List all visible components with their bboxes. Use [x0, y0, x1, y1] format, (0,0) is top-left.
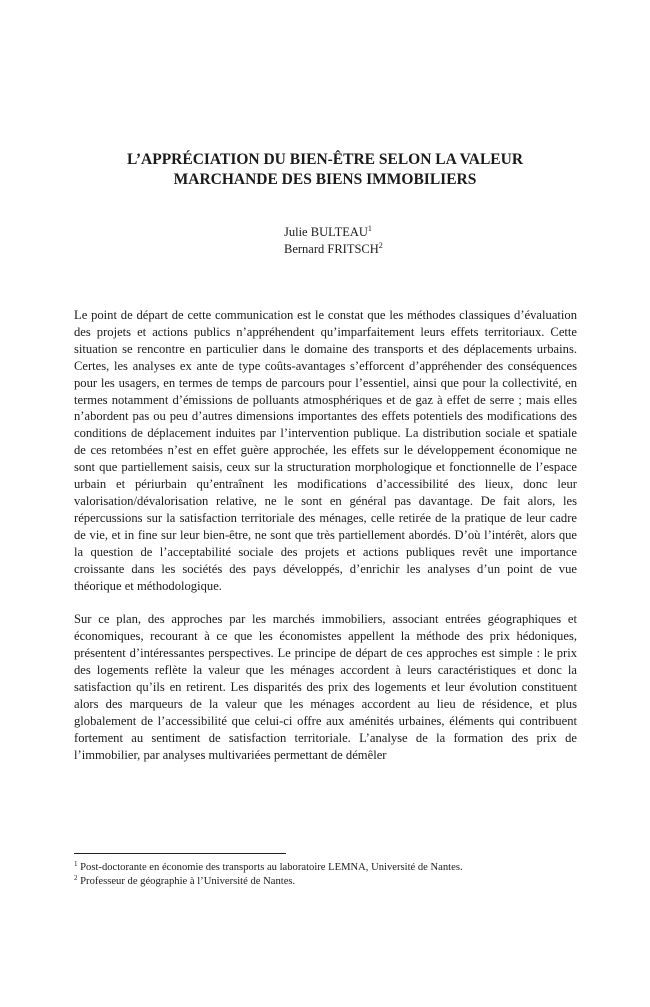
- body-text: [74, 307, 577, 781]
- author-name: Bernard FRITSCH: [284, 242, 379, 256]
- author-1: [284, 224, 383, 241]
- footnote-marker: 1: [74, 860, 78, 868]
- footnote-1: [74, 861, 577, 875]
- footnote-text: Post-doctorante en économie des transports au laboratoire LEMNA, Université de Nantes.: [80, 862, 463, 873]
- footnote-marker: 1: [367, 224, 372, 233]
- author-list: [284, 224, 383, 258]
- paragraph-2: Sur ce plan, des approches par les marchés immobiliers, associant entrées géographiques et économiques, recourant à ce que les économistes appellent la méthode des prix hédoniques, présentent d’intéressantes perspectives. Le principe de départ de ces approches est simple : le prix des logements reflète la valeur que les ménages accordent à leurs caractéristiques et donc la satisfaction qu’ils en retirent. Les disparités des prix des logements et leur évolution constituent alors des marqueurs de la valeur que les ménages accordent au lieu de résidence, et plus globalement de l’accessibilité que celui-ci offre aux aménités urbaines, éléments qui contribuent fortement au sentiment de satisfaction territoriale. L’analyse de la formation des prix de l’immobilier, par analyses multivariées permettant de démêler: [74, 612, 577, 762]
- paragraph-1: Le point de départ de cette communication est le constat que les méthodes classiques d’évaluation des projets et actions publics n’appréhendent qu’imparfaitement leurs effets territoriaux. Cette situation se rencontre en particulier dans le domaine des transports et des déplacements urbains. Certes, les analyses ex ante de type coûts-avantages s’efforcent d’appréhender des conséquences pour les usagers, en termes de temps de parcours pour l’essentiel, ainsi que pour la collectivité, en termes notamment d’émissions de polluants atmosphériques et de gaz à effet de serre ; mais elles n’abordent pas ou peu d’autres dimensions importantes des effets potentiels des modifications des conditions de déplacement induites par l’intervention publique. La distribution sociale et spatiale de ces retombées n’est en effet guère approchée, les effets sur le développement économique ne sont que partiellement saisis, ceux sur la structuration morphologique et fonctionnelle de l’espace urbain et périurbain qu’entraînent les modifications d’accessibilité des lieux, donc leur valorisation/dévalorisation relative, ne le sont en général pas davantage. De fait alors, les répercussions sur la satisfaction territoriale des ménages, celle retirée de la pratique de leur cadre de vie, et in fine sur leur bien-être, ne sont que très partiellement abordés. D’où l’intérêt, alors que la question de l’acceptabilité sociale des projets et actions publiques revêt une importance croissante dans les sociétés des pays développés, d’enrichir les analyses d’un point de vue théorique et méthodologique.: [74, 308, 577, 593]
- paper-title-line-2: MARCHANDE DES BIENS IMMOBILIERS: [173, 171, 477, 188]
- footnote-divider: [74, 853, 286, 854]
- author-2: [284, 241, 383, 258]
- footnote-text: Professeur de géographie à l’Université de Nantes.: [80, 876, 296, 887]
- footnote-marker: 2: [74, 874, 78, 882]
- author-name: Julie BULTEAU: [284, 225, 368, 239]
- footnote-marker: 2: [378, 241, 383, 250]
- paper-title-line-1: L’APPRÉCIATION DU BIEN-ÊTRE SELON LA VALEUR: [126, 151, 524, 168]
- footnote-2: [74, 875, 577, 889]
- footnotes: [74, 861, 577, 889]
- paper-title: [60, 150, 590, 190]
